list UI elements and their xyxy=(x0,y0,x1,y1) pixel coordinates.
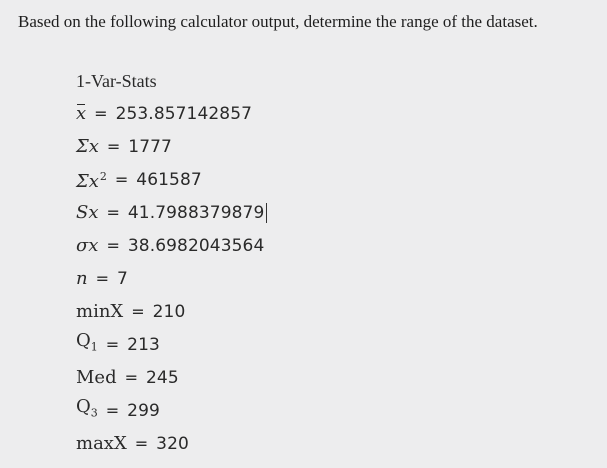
q3-symbol: $Q_3$ xyxy=(76,396,98,420)
stat-sx xyxy=(76,196,267,229)
stat-sum-x2 xyxy=(76,163,267,196)
mean-symbol: x xyxy=(76,102,87,124)
sigma-x-value: 38.6982043564 xyxy=(127,235,265,256)
stat-maxx xyxy=(76,427,267,460)
equals-sign: = xyxy=(134,433,149,453)
equals-sign: = xyxy=(105,334,120,354)
sigma-x-symbol: σx xyxy=(76,234,99,256)
equals-sign: = xyxy=(131,301,145,321)
sx-symbol: Sx xyxy=(76,201,99,223)
equals-sign: = xyxy=(106,136,121,156)
stat-sigma-x xyxy=(76,229,267,262)
med-value: 245 xyxy=(146,367,179,388)
stat-sum-x xyxy=(76,130,267,163)
sum-x-value: 1777 xyxy=(128,136,172,157)
calculator-output xyxy=(76,64,267,460)
stats-title: 1-Var-Stats xyxy=(76,70,157,91)
sum-x2-symbol: $\Sigma x^2$ xyxy=(76,170,107,192)
minx-label: minX xyxy=(76,300,124,322)
equals-sign: = xyxy=(124,367,139,387)
equals-sign: = xyxy=(94,103,108,123)
q3-value: 299 xyxy=(127,400,160,421)
maxx-value: 320 xyxy=(156,433,189,454)
maxx-label: maxX xyxy=(76,432,127,454)
minx-value: 210 xyxy=(152,301,186,322)
stat-mean xyxy=(76,97,267,130)
q1-symbol: $Q_1$ xyxy=(76,330,98,354)
mean-value: 253.857142857 xyxy=(115,103,253,124)
equals-sign: = xyxy=(105,400,120,420)
stat-med xyxy=(76,361,267,394)
equals-sign: = xyxy=(106,202,120,222)
stat-minx xyxy=(76,295,267,328)
equals-sign: = xyxy=(95,268,109,288)
sum-x2-value: 461587 xyxy=(136,169,202,190)
sx-value: 41.7988379879 xyxy=(127,202,265,223)
n-value: 7 xyxy=(117,268,128,289)
equals-sign: = xyxy=(106,235,120,255)
n-symbol: n xyxy=(76,267,88,289)
stat-n xyxy=(76,262,267,295)
med-label: Med xyxy=(76,366,117,388)
sum-x-symbol: Σx xyxy=(76,135,99,157)
question-text: Based on the following calculator output, determine the range of the dataset. xyxy=(18,12,538,31)
text-cursor xyxy=(266,203,267,223)
stat-q3 xyxy=(76,394,267,427)
q1-value: 213 xyxy=(127,334,160,355)
stat-q1 xyxy=(76,328,267,361)
equals-sign: = xyxy=(114,169,129,189)
